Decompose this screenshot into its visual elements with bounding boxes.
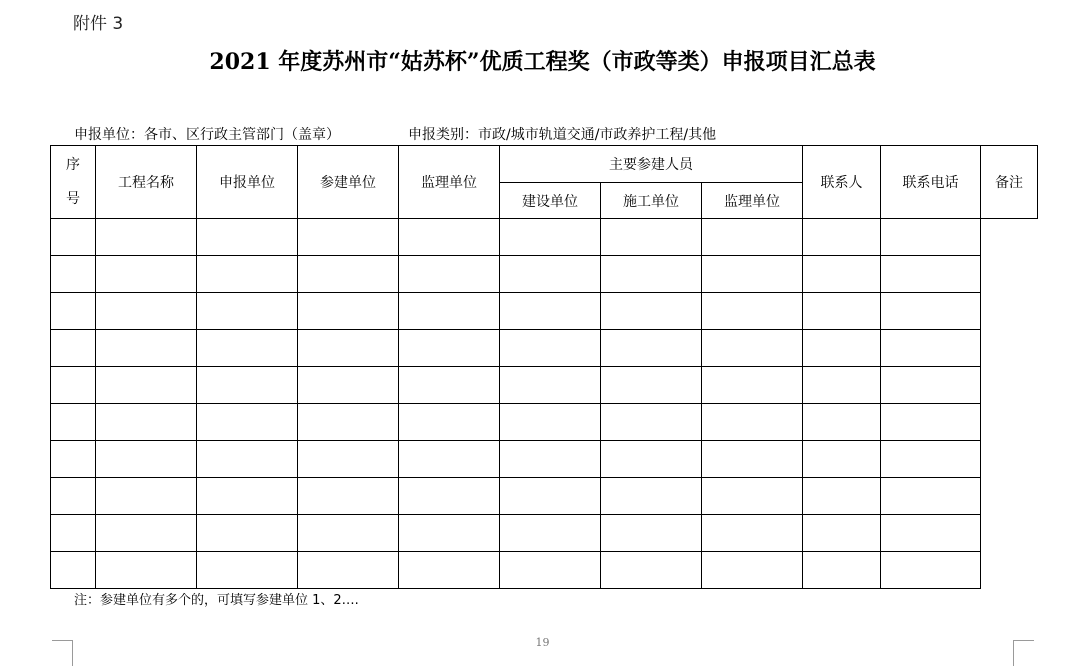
header-supervisor: 监理单位 — [399, 146, 500, 219]
table-cell — [96, 404, 197, 441]
table-cell — [702, 441, 803, 478]
table-cell — [702, 367, 803, 404]
table-cell — [51, 404, 96, 441]
table-cell — [702, 552, 803, 589]
applicant-unit-line: 申报单位：各市、区行政主管部门（盖章） — [74, 127, 340, 143]
table-cell — [399, 441, 500, 478]
table-cell — [500, 219, 601, 256]
table-row — [51, 404, 1038, 441]
table-row — [51, 515, 1038, 552]
table-row — [51, 441, 1038, 478]
footnote: 注：参建单位有多个的，可填写参建单位 1、2…. — [74, 593, 359, 608]
table-cell — [803, 478, 881, 515]
table-cell — [51, 367, 96, 404]
table-cell — [298, 515, 399, 552]
table-cell — [702, 404, 803, 441]
table-cell — [803, 552, 881, 589]
table-cell — [702, 515, 803, 552]
table-cell — [500, 441, 601, 478]
table-cell — [881, 441, 981, 478]
table-cell — [601, 515, 702, 552]
table-cell — [96, 219, 197, 256]
table-cell — [96, 293, 197, 330]
table-cell — [298, 256, 399, 293]
table-cell — [500, 552, 601, 589]
table-cell — [399, 256, 500, 293]
table-cell — [399, 219, 500, 256]
table-cell — [51, 330, 96, 367]
table-row — [51, 293, 1038, 330]
table-cell — [601, 256, 702, 293]
table-cell — [298, 219, 399, 256]
table-cell — [881, 367, 981, 404]
table-cell — [197, 330, 298, 367]
table-cell — [298, 293, 399, 330]
table-cell — [803, 367, 881, 404]
summary-table — [50, 145, 1038, 589]
table-row — [51, 330, 1038, 367]
header-remarks: 备注 — [981, 146, 1038, 219]
seq-label-char: 号 — [66, 191, 80, 207]
table-cell — [96, 441, 197, 478]
subheader-constructor: 施工单位 — [601, 183, 702, 219]
table-cell — [298, 404, 399, 441]
table-cell — [702, 256, 803, 293]
table-cell — [881, 256, 981, 293]
table-cell — [702, 478, 803, 515]
table-cell — [601, 219, 702, 256]
table-cell — [702, 330, 803, 367]
table-cell — [51, 293, 96, 330]
table-cell — [298, 478, 399, 515]
table-cell — [601, 330, 702, 367]
table-cell — [500, 367, 601, 404]
table-cell — [399, 293, 500, 330]
category-line: 申报类别：市政/城市轨道交通/市政养护工程/其他 — [408, 127, 717, 143]
table-cell — [298, 552, 399, 589]
table-cell — [51, 256, 96, 293]
table-cell — [803, 293, 881, 330]
table-cell — [803, 515, 881, 552]
table-cell — [500, 478, 601, 515]
table-cell — [803, 330, 881, 367]
table-cell — [881, 515, 981, 552]
table-cell — [500, 404, 601, 441]
header-participant: 参建单位 — [298, 146, 399, 219]
table-row — [51, 478, 1038, 515]
header-contact: 联系人 — [803, 146, 881, 219]
table-row — [51, 219, 1038, 256]
page-title: 2021 年度苏州市“姑苏杯”优质工程奖（市政等类）申报项目汇总表 — [209, 49, 876, 75]
table-cell — [601, 367, 702, 404]
table-cell — [197, 293, 298, 330]
table-row — [51, 552, 1038, 589]
header-phone: 联系电话 — [881, 146, 981, 219]
table-cell — [51, 441, 96, 478]
table-cell — [96, 552, 197, 589]
table-cell — [197, 367, 298, 404]
table-cell — [881, 404, 981, 441]
table-cell — [399, 552, 500, 589]
table-cell — [399, 367, 500, 404]
table-cell — [803, 256, 881, 293]
table-cell — [500, 293, 601, 330]
table-cell — [500, 256, 601, 293]
table-cell — [601, 293, 702, 330]
table-cell — [601, 404, 702, 441]
table-cell — [51, 515, 96, 552]
seq-label — [51, 148, 95, 216]
header-project-name: 工程名称 — [96, 146, 197, 219]
table-cell — [399, 330, 500, 367]
table-cell — [298, 441, 399, 478]
table-cell — [601, 441, 702, 478]
table-cell — [197, 441, 298, 478]
table-cell — [298, 367, 399, 404]
table-cell — [500, 330, 601, 367]
table-cell — [197, 515, 298, 552]
table-cell — [197, 552, 298, 589]
table-row — [51, 367, 1038, 404]
table-cell — [51, 219, 96, 256]
table-cell — [197, 256, 298, 293]
table-cell — [803, 404, 881, 441]
table-cell — [96, 515, 197, 552]
table-cell — [500, 515, 601, 552]
crop-mark-left — [52, 640, 73, 666]
table-cell — [96, 330, 197, 367]
table-cell — [881, 293, 981, 330]
table-cell — [601, 552, 702, 589]
attachment-label: 附件 3 — [73, 14, 124, 34]
table-cell — [702, 219, 803, 256]
table-cell — [399, 515, 500, 552]
table-cell — [96, 478, 197, 515]
seq-label-char: 序 — [66, 157, 80, 173]
subheader-builder: 建设单位 — [500, 183, 601, 219]
header-seq — [51, 146, 96, 219]
table-cell — [881, 478, 981, 515]
table-cell — [197, 219, 298, 256]
header-main-personnel: 主要参建人员 — [500, 146, 803, 183]
table-cell — [881, 552, 981, 589]
table-cell — [803, 219, 881, 256]
table-cell — [399, 478, 500, 515]
table-cell — [197, 478, 298, 515]
table-cell — [96, 256, 197, 293]
crop-mark-right — [1013, 640, 1034, 666]
table-cell — [197, 404, 298, 441]
table-cell — [399, 404, 500, 441]
table-cell — [702, 293, 803, 330]
header-applicant: 申报单位 — [197, 146, 298, 219]
page-number: 19 — [535, 636, 550, 649]
table-row — [51, 256, 1038, 293]
table-cell — [803, 441, 881, 478]
table-cell — [298, 330, 399, 367]
table-cell — [51, 552, 96, 589]
table-cell — [51, 478, 96, 515]
subheader-supervisor: 监理单位 — [702, 183, 803, 219]
table-cell — [96, 367, 197, 404]
table-cell — [881, 219, 981, 256]
table-cell — [881, 330, 981, 367]
table-cell — [601, 478, 702, 515]
